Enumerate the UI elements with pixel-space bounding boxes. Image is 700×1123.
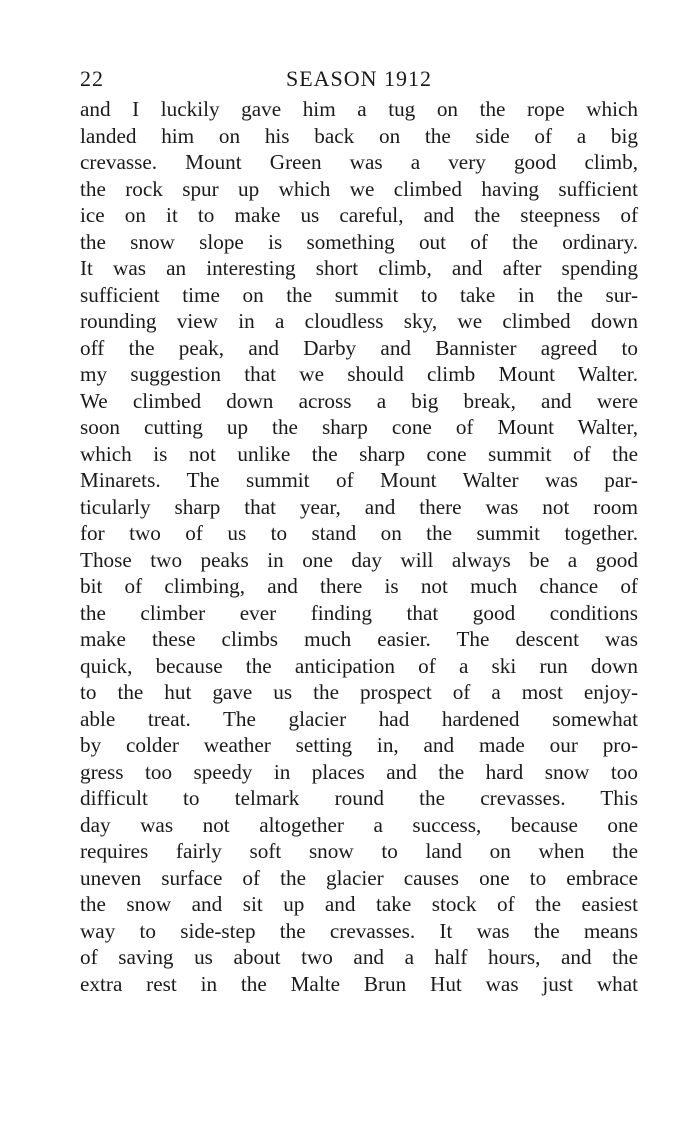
text-line: difficult to telmark round the crevasses. This [80,786,638,810]
text-line: make these climbs much easier. The descent was [80,627,638,651]
text-line: uneven surface of the glacier causes one to embrace [80,865,638,890]
page-number: 22 [80,66,104,91]
text-line: extra rest in the Malte Brun Hut was just what [80,971,638,996]
text-line: for two of us to stand on the summit together. [80,521,638,545]
text-line: the climber ever finding that good conditions [80,600,638,625]
book-page [80,62,638,997]
text-line: day was not altogether a success, because one [80,812,638,837]
text-line: landed him on his back on the side of a big [80,123,638,148]
text-line: of saving us about two and a half hours, and the [80,945,638,969]
text-line: We climbed down across a big break, and were [80,388,638,413]
text-line: and I luckily gave him a tug on the rope which [80,97,638,121]
text-line: ticularly sharp that year, and there was not room [80,494,638,519]
text-line: the snow slope is something out of the ordinary. [80,229,638,254]
text-line: by colder weather setting in, and made our pro- [80,733,638,757]
running-title: SEASON 1912 [285,66,433,91]
text-line: quick, because the anticipation of a ski run down [80,653,638,678]
text-line: my suggestion that we should climb Mount Walter. [80,362,638,386]
text-line: which is not unlike the sharp cone summit of the [80,441,638,466]
text-line: gress too speedy in places and the hard snow too [80,759,638,784]
text-line: crevasse. Mount Green was a very good climb, [80,150,638,174]
text-line: way to side-step the crevasses. It was the means [80,918,638,943]
text-line: to the hut gave us the prospect of a most enjoy- [80,680,638,704]
text-line: It was an interesting short climb, and after spending [80,256,638,280]
text-line: ice on it to make us careful, and the steepness of [80,203,638,227]
text-line: Minarets. The summit of Mount Walter was par- [80,468,638,492]
text-line: the snow and sit up and take stock of the easiest [80,892,638,916]
text-line: bit of climbing, and there is not much chance of [80,574,638,598]
text-line: off the peak, and Darby and Bannister agreed to [80,335,638,360]
running-head [80,62,638,96]
text-line: Those two peaks in one day will always be a good [80,547,638,572]
text-line: requires fairly soft snow to land on when the [80,839,638,863]
body-text [80,96,638,997]
text-line: sufficient time on the summit to take in the sur- [80,282,638,307]
text-line: soon cutting up the sharp cone of Mount Walter, [80,415,638,439]
text-line: able treat. The glacier had hardened somewhat [80,706,638,731]
text-line: the rock spur up which we climbed having sufficient [80,176,638,201]
text-line: rounding view in a cloudless sky, we climbed down [80,309,638,333]
